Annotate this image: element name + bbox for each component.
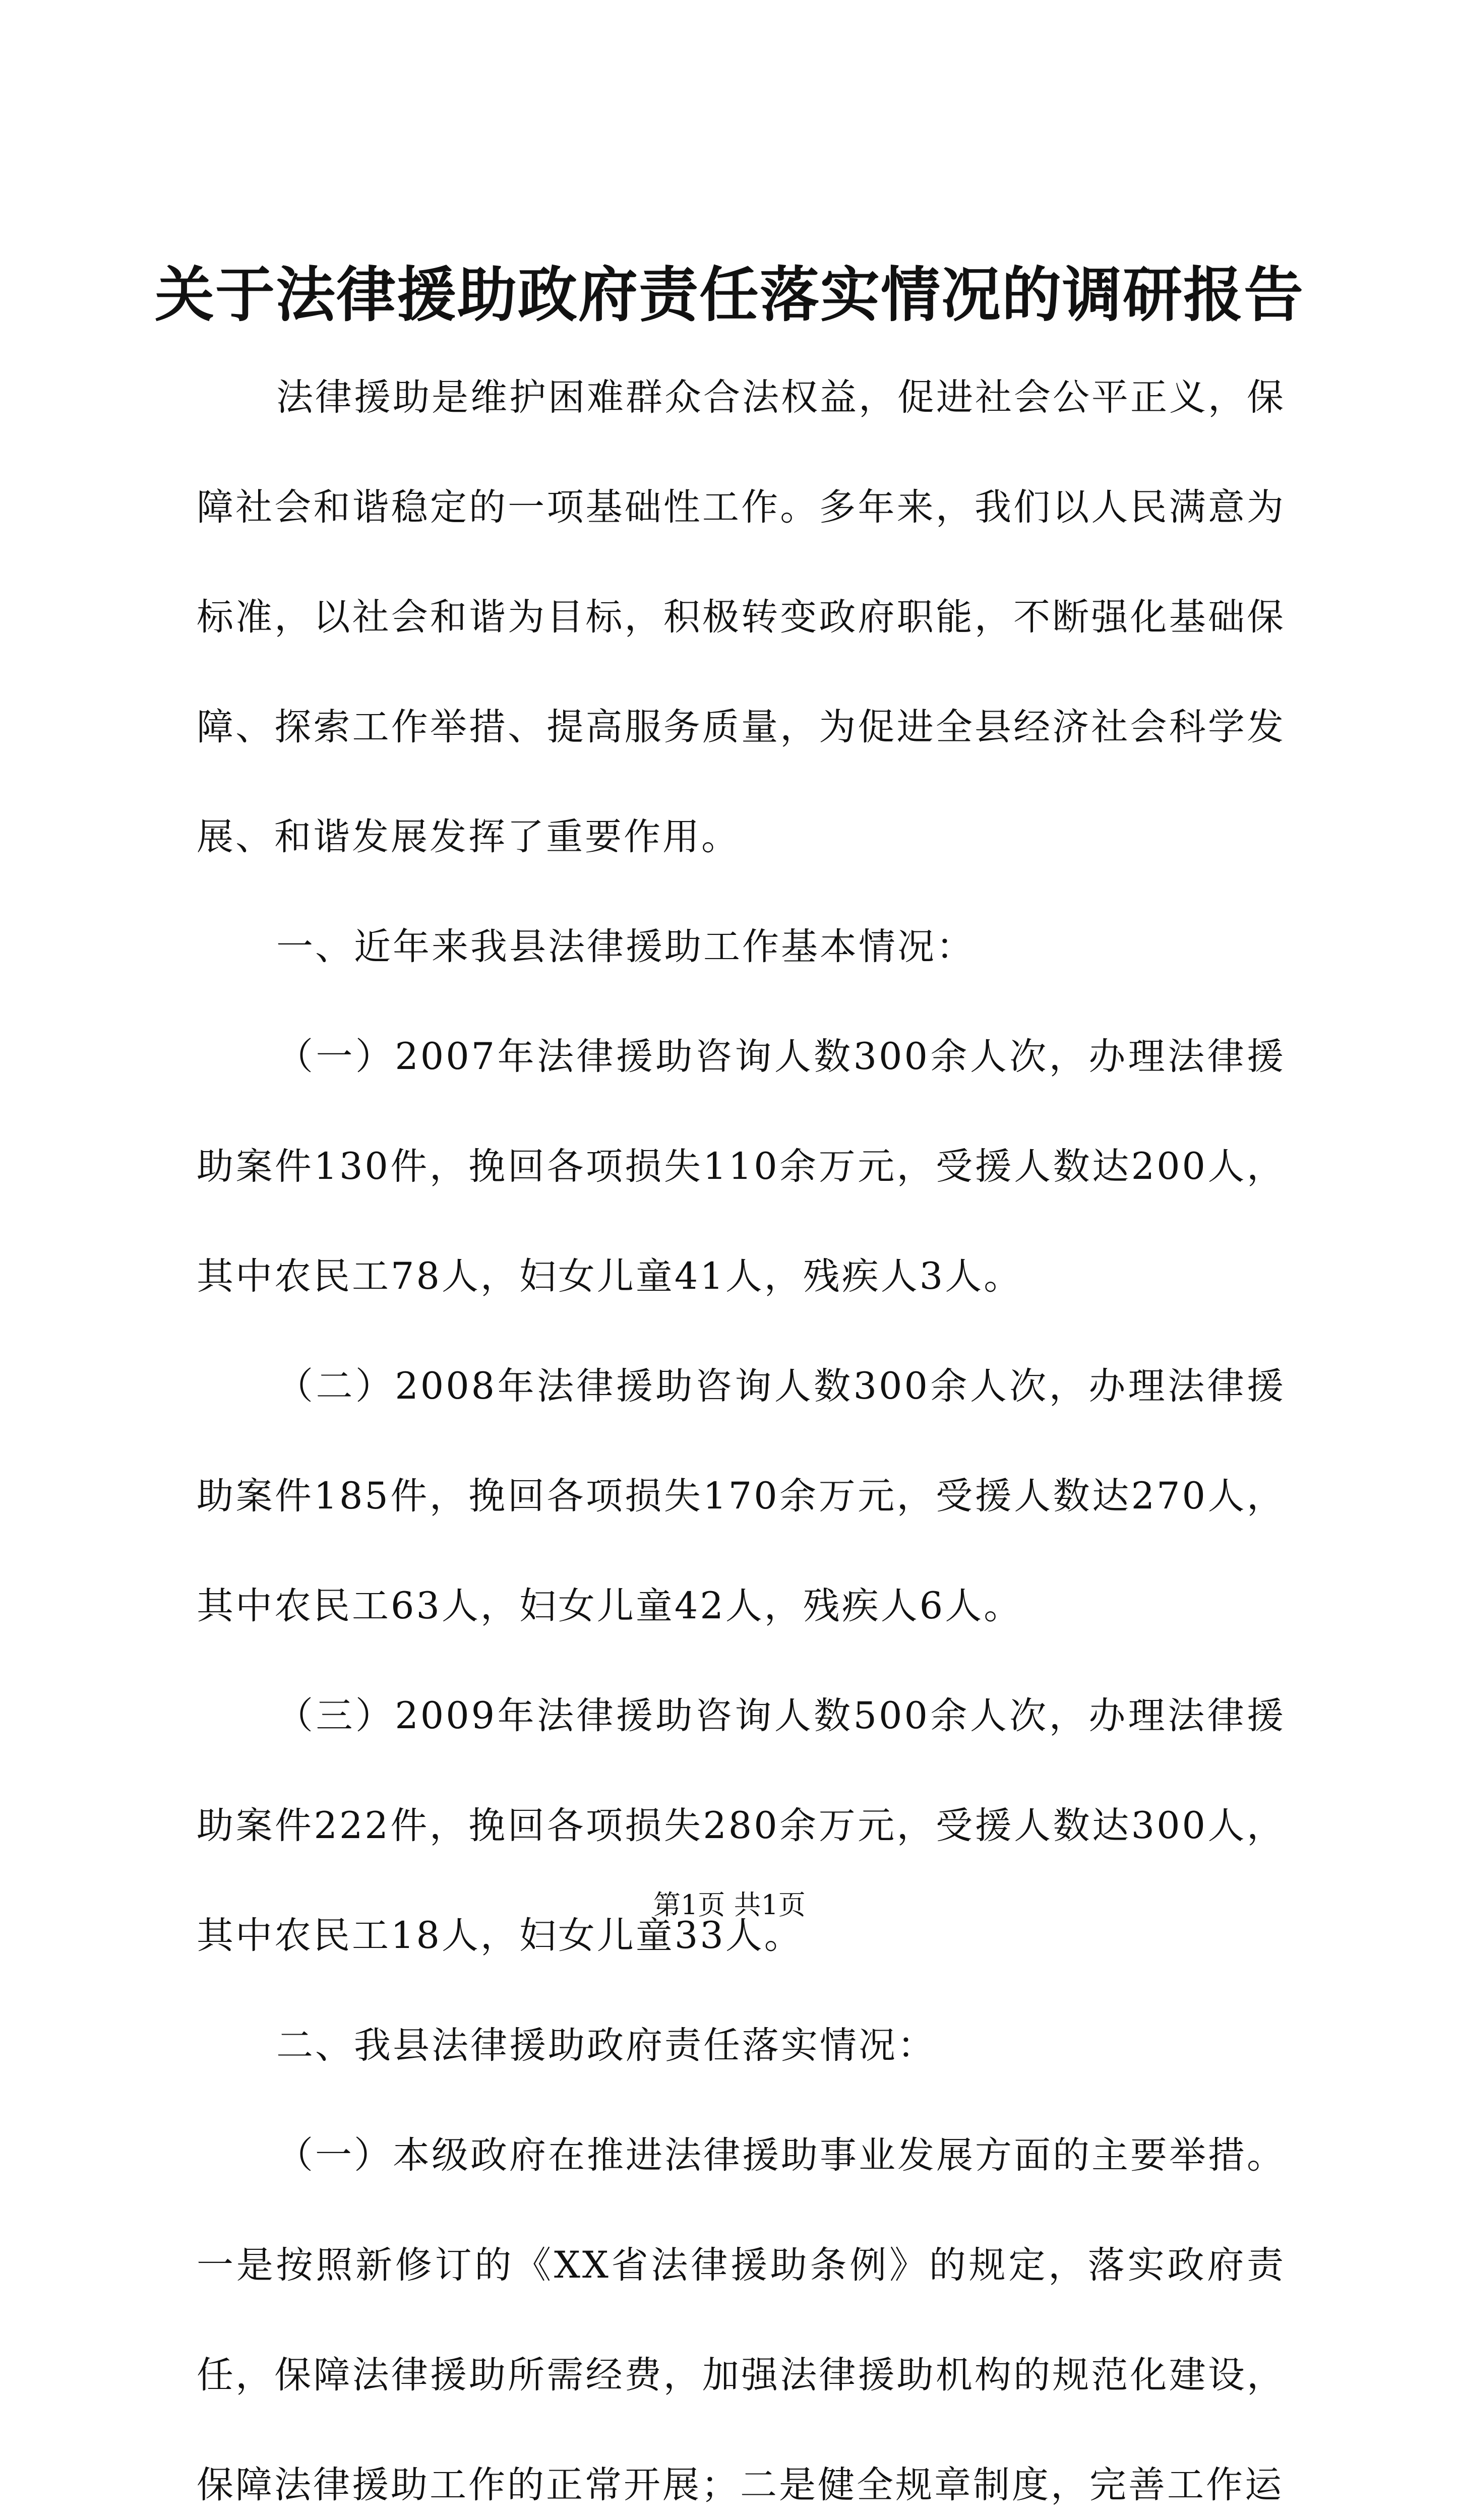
document-title: 关于法律援助政府责任落实情况的调研报告 xyxy=(154,260,1304,330)
paragraph-intro: 法律援助是维护困难群众合法权益，促进社会公平正义，保障社会和谐稳定的一项基础性工作。多年来，我们以人民满意为标准，以社会和谐为目标，积极转变政府职能，不断强化基础保障、探索工作举措、提高服务质量，为促进全县经济社会科学发展、和谐发展发挥了重要作用。 xyxy=(197,376,1286,858)
paragraph-2008: （二）2008年法律援助咨询人数300余人次，办理法律援助案件185件，挽回各项损失170余万元，受援人数达270人，其中农民工63人，妇女儿童42人，残疾人6人。 xyxy=(197,1365,1286,1627)
paragraph-measures: （一）本级政府在推进法律援助事业发展方面的主要举措。一是按照新修订的《XX省法律援助条例》的规定，落实政府责任，保障法律援助所需经费，加强法律援助机构的规范化建设，保障法律援助工作的正常开展；二是健全规章制度，完善工作运 xyxy=(197,2134,1286,2506)
paragraph-2007: （一）2007年法律援助咨询人数300余人次，办理法律援助案件130件，挽回各项损失110余万元，受援人数达200人，其中农民工78人，妇女儿童41人，残疾人3人。 xyxy=(197,1035,1286,1298)
page-number-footer: 第1页 共1页 xyxy=(653,1889,806,1921)
paragraph-2009: （三）2009年法律援助咨询人数500余人次，办理法律援助案件222件，挽回各项损失280余万元，受援人数达300人，其中农民工18人，妇女儿童33人。 xyxy=(197,1694,1286,1957)
document-body xyxy=(197,343,1286,2520)
section-heading-2: 二、我县法律援助政府责任落实情况： xyxy=(276,2024,936,2067)
section-heading-1: 一、近年来我县法律援助工作基本情况： xyxy=(276,925,975,968)
